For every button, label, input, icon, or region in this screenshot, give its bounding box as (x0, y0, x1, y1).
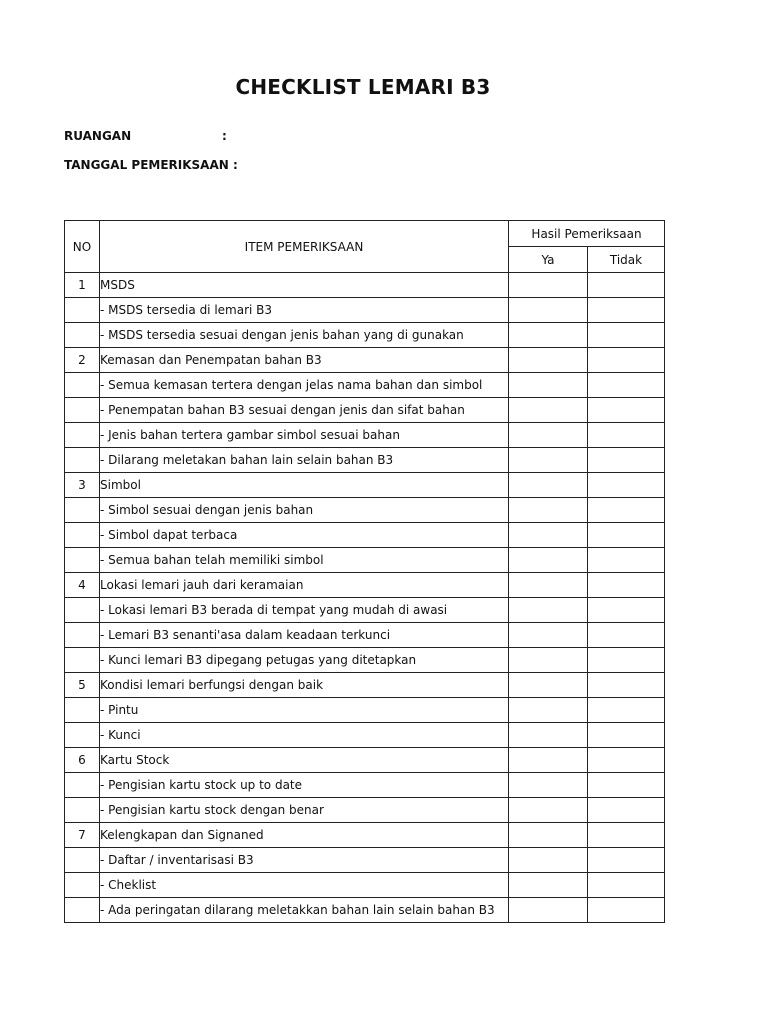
tidak-check-cell[interactable] (588, 848, 665, 873)
row-item: - Penempatan bahan B3 sesuai dengan jenis dan sifat bahan (100, 398, 509, 423)
row-item: Kartu Stock (100, 748, 509, 773)
table-row (65, 848, 665, 873)
row-number (65, 448, 100, 473)
header-no: NO (65, 221, 100, 273)
tidak-check-cell[interactable] (588, 648, 665, 673)
table-row (65, 323, 665, 348)
table-row (65, 798, 665, 823)
tidak-check-cell[interactable] (588, 448, 665, 473)
row-item: - Lokasi lemari B3 berada di tempat yang mudah di awasi (100, 598, 509, 623)
row-number: 4 (65, 573, 100, 598)
table-row (65, 298, 665, 323)
header-ya: Ya (509, 247, 588, 273)
tidak-check-cell[interactable] (588, 823, 665, 848)
ya-check-cell[interactable] (509, 673, 588, 698)
row-item: - MSDS tersedia di lemari B3 (100, 298, 509, 323)
table-row (65, 698, 665, 723)
tidak-check-cell[interactable] (588, 273, 665, 298)
ya-check-cell[interactable] (509, 773, 588, 798)
row-number (65, 698, 100, 723)
row-number (65, 373, 100, 398)
table-row (65, 548, 665, 573)
table-row (65, 273, 665, 298)
row-number (65, 523, 100, 548)
row-item: Simbol (100, 473, 509, 498)
table-row (65, 423, 665, 448)
row-number: 5 (65, 673, 100, 698)
row-number (65, 623, 100, 648)
tidak-check-cell[interactable] (588, 748, 665, 773)
tidak-check-cell[interactable] (588, 298, 665, 323)
ya-check-cell[interactable] (509, 448, 588, 473)
row-number (65, 873, 100, 898)
ya-check-cell[interactable] (509, 598, 588, 623)
document-title: CHECKLIST LEMARI B3 (235, 75, 491, 99)
row-number (65, 423, 100, 448)
table-row (65, 898, 665, 923)
row-number (65, 648, 100, 673)
table-row (65, 573, 665, 598)
row-item: - Kunci lemari B3 dipegang petugas yang ditetapkan (100, 648, 509, 673)
row-number: 3 (65, 473, 100, 498)
row-number: 1 (65, 273, 100, 298)
row-item: - Jenis bahan tertera gambar simbol sesuai bahan (100, 423, 509, 448)
ya-check-cell[interactable] (509, 548, 588, 573)
ya-check-cell[interactable] (509, 648, 588, 673)
row-number (65, 298, 100, 323)
table-row (65, 648, 665, 673)
row-item: - Kunci (100, 723, 509, 748)
tidak-check-cell[interactable] (588, 423, 665, 448)
ya-check-cell[interactable] (509, 273, 588, 298)
tidak-check-cell[interactable] (588, 673, 665, 698)
row-number (65, 773, 100, 798)
row-item: - Pintu (100, 698, 509, 723)
ya-check-cell[interactable] (509, 798, 588, 823)
ya-check-cell[interactable] (509, 323, 588, 348)
tidak-check-cell[interactable] (588, 473, 665, 498)
row-number (65, 898, 100, 923)
ya-check-cell[interactable] (509, 523, 588, 548)
tidak-check-cell[interactable] (588, 623, 665, 648)
table-row (65, 773, 665, 798)
header-item: ITEM PEMERIKSAAN (100, 221, 509, 273)
header-tidak: Tidak (588, 247, 665, 273)
ya-check-cell[interactable] (509, 573, 588, 598)
tidak-check-cell[interactable] (588, 598, 665, 623)
tidak-check-cell[interactable] (588, 873, 665, 898)
table-row (65, 398, 665, 423)
row-item: MSDS (100, 273, 509, 298)
row-item: - Ada peringatan dilarang meletakkan bahan lain selain bahan B3 (100, 898, 509, 923)
table-row (65, 873, 665, 898)
tidak-check-cell[interactable] (588, 373, 665, 398)
tidak-check-cell[interactable] (588, 398, 665, 423)
ya-check-cell[interactable] (509, 698, 588, 723)
ya-check-cell[interactable] (509, 498, 588, 523)
ya-check-cell[interactable] (509, 473, 588, 498)
table-row (65, 348, 665, 373)
row-item: - Simbol sesuai dengan jenis bahan (100, 498, 509, 523)
ya-check-cell[interactable] (509, 848, 588, 873)
row-item: - Simbol dapat terbaca (100, 523, 509, 548)
row-item: Lokasi lemari jauh dari keramaian (100, 573, 509, 598)
row-item: - MSDS tersedia sesuai dengan jenis bahan yang di gunakan (100, 323, 509, 348)
ruangan-field (64, 129, 227, 143)
tidak-check-cell[interactable] (588, 798, 665, 823)
row-number (65, 323, 100, 348)
tidak-check-cell[interactable] (588, 573, 665, 598)
table-row (65, 673, 665, 698)
row-number: 7 (65, 823, 100, 848)
ya-check-cell[interactable] (509, 398, 588, 423)
ya-check-cell[interactable] (509, 423, 588, 448)
row-number (65, 723, 100, 748)
checklist-body (65, 273, 665, 923)
tidak-check-cell[interactable] (588, 348, 665, 373)
row-item: - Cheklist (100, 873, 509, 898)
row-number: 6 (65, 748, 100, 773)
ya-check-cell[interactable] (509, 373, 588, 398)
row-item: - Semua bahan telah memiliki simbol (100, 548, 509, 573)
tanggal-label: TANGGAL PEMERIKSAAN : (64, 158, 238, 172)
row-item: Kemasan dan Penempatan bahan B3 (100, 348, 509, 373)
row-number (65, 848, 100, 873)
row-item: - Lemari B3 senanti'asa dalam keadaan terkunci (100, 623, 509, 648)
ya-check-cell[interactable] (509, 823, 588, 848)
checklist-table (64, 220, 665, 923)
row-item: Kondisi lemari berfungsi dengan baik (100, 673, 509, 698)
row-number (65, 548, 100, 573)
row-number (65, 398, 100, 423)
tidak-check-cell[interactable] (588, 723, 665, 748)
ya-check-cell[interactable] (509, 723, 588, 748)
table-row (65, 448, 665, 473)
row-item: - Pengisian kartu stock up to date (100, 773, 509, 798)
row-number (65, 798, 100, 823)
row-item: Kelengkapan dan Signaned (100, 823, 509, 848)
row-item: - Daftar / inventarisasi B3 (100, 848, 509, 873)
table-row (65, 473, 665, 498)
ya-check-cell[interactable] (509, 348, 588, 373)
ruangan-colon: : (222, 129, 227, 143)
row-number (65, 598, 100, 623)
tidak-check-cell[interactable] (588, 773, 665, 798)
table-row (65, 598, 665, 623)
table-row (65, 623, 665, 648)
row-item: - Pengisian kartu stock dengan benar (100, 798, 509, 823)
table-row (65, 523, 665, 548)
tidak-check-cell[interactable] (588, 323, 665, 348)
row-item: - Semua kemasan tertera dengan jelas nama bahan dan simbol (100, 373, 509, 398)
row-number: 2 (65, 348, 100, 373)
table-row (65, 723, 665, 748)
ya-check-cell[interactable] (509, 873, 588, 898)
tidak-check-cell[interactable] (588, 498, 665, 523)
ya-check-cell[interactable] (509, 623, 588, 648)
table-row (65, 373, 665, 398)
table-row (65, 823, 665, 848)
ruangan-label: RUANGAN (64, 129, 132, 143)
ya-check-cell[interactable] (509, 898, 588, 923)
header-hasil-pemeriksaan: Hasil Pemeriksaan (509, 221, 665, 247)
tidak-check-cell[interactable] (588, 698, 665, 723)
ya-check-cell[interactable] (509, 748, 588, 773)
tidak-check-cell[interactable] (588, 898, 665, 923)
tidak-check-cell[interactable] (588, 548, 665, 573)
table-row (65, 498, 665, 523)
row-item: - Dilarang meletakan bahan lain selain bahan B3 (100, 448, 509, 473)
ya-check-cell[interactable] (509, 298, 588, 323)
row-number (65, 498, 100, 523)
tidak-check-cell[interactable] (588, 523, 665, 548)
tanggal-field (64, 158, 238, 172)
table-row (65, 748, 665, 773)
